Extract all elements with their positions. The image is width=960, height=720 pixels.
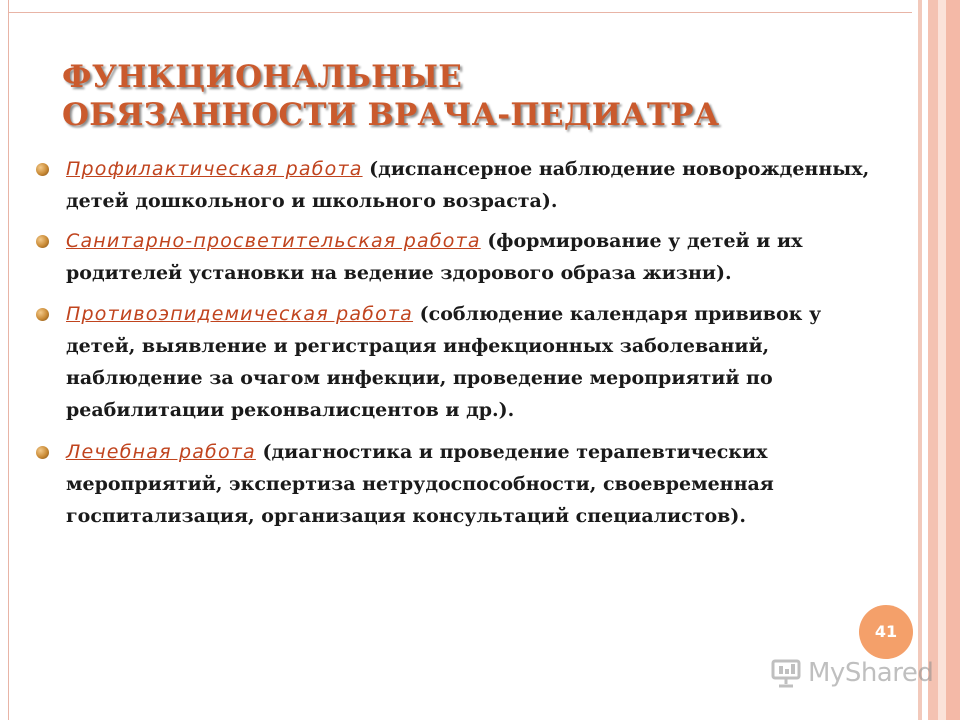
duties-list: [36, 153, 886, 542]
page-number-badge: 41: [859, 605, 913, 659]
watermark: [770, 656, 933, 690]
list-item: [36, 153, 886, 217]
list-item: [36, 436, 886, 532]
presentation-board-icon: [770, 658, 802, 688]
bullet-dot-icon: [36, 163, 49, 176]
bullet-dot-icon: [36, 308, 49, 321]
bullet-dot-icon: [36, 235, 49, 248]
watermark-text: MyShared: [808, 658, 934, 688]
list-item: [36, 225, 886, 289]
duty-link-epidemic-control[interactable]: Противоэпидемическая работа: [66, 303, 414, 325]
slide-frame-top-line: [8, 12, 913, 13]
slide-frame-left-line: [8, 0, 9, 720]
slide-title: [62, 58, 842, 134]
duty-link-health-education[interactable]: Санитарно-просветительская работа: [66, 230, 481, 252]
duty-link-prevention[interactable]: Профилактическая работа: [66, 158, 363, 180]
list-item: [36, 298, 886, 426]
bullet-dot-icon: [36, 446, 49, 459]
duty-description: (соблюдение календаря прививок у детей, выявление и регистрация инфекционных заболеваний, наблюдение за очагом инфекции, проведение мероприятий по реабилитации реконвалисцентов и др.).: [66, 303, 822, 421]
duty-link-treatment[interactable]: Лечебная работа: [66, 441, 256, 463]
title-line-1: ФУНКЦИОНАЛЬНЫЕ: [62, 59, 463, 95]
duty-description: (диспансерное наблюдение новорожденных, детей дошкольного и школьного возраста).: [66, 158, 870, 212]
title-line-2: ОБЯЗАННОСТИ ВРАЧА-ПЕДИАТРА: [62, 97, 720, 133]
duty-description: (диагностика и проведение терапевтических мероприятий, экспертиза нетрудоспособности, своевременная госпитализация, организация консультаций специалистов).: [66, 441, 774, 527]
decorative-side-stripes: [912, 0, 960, 720]
duty-description: (формирование у детей и их родителей установки на ведение здорового образа жизни).: [66, 230, 803, 284]
